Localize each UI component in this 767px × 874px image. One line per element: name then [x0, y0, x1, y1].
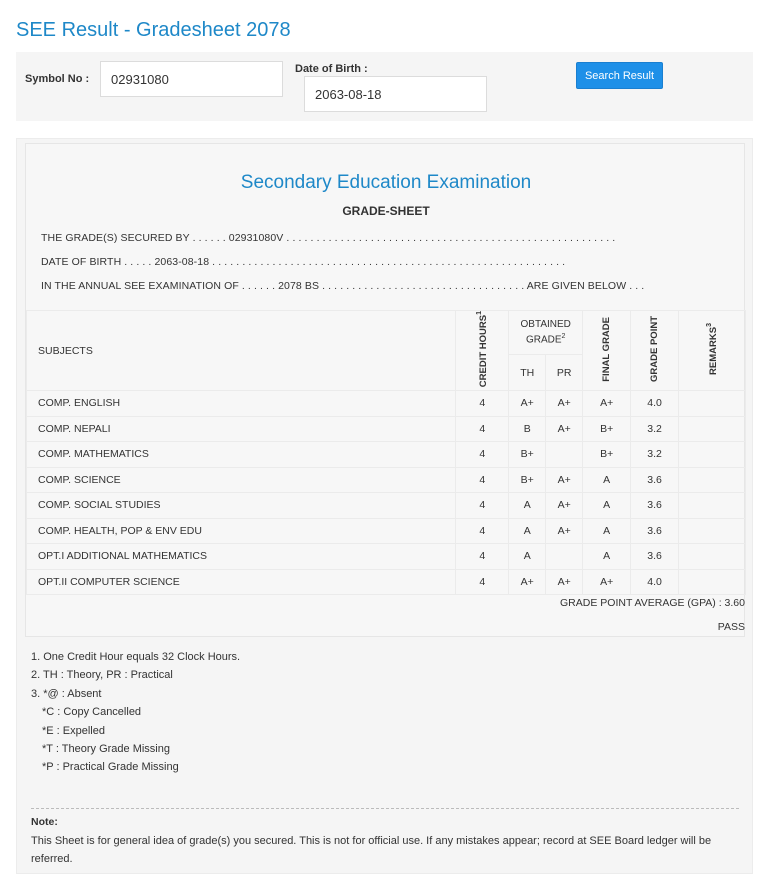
footnotes [31, 648, 240, 777]
final-grade-cell: A [583, 544, 631, 570]
grade-sheet-panel [16, 138, 753, 874]
table-row [27, 493, 746, 519]
footnote-item: *E : Expelled [42, 724, 105, 737]
grade-point-cell: 3.6 [631, 467, 679, 493]
final-grade-cell: A [583, 493, 631, 519]
exam-title: Secondary Education Examination [240, 172, 532, 193]
dob-label: Date of Birth : [295, 63, 368, 75]
remarks-cell [679, 569, 746, 595]
grade-point-cell: 3.2 [631, 416, 679, 442]
theory-grade-cell: A [509, 518, 546, 544]
theory-grade-cell: B+ [509, 467, 546, 493]
subject-cell: COMP. SOCIAL STUDIES [27, 493, 456, 519]
practical-grade-cell [546, 544, 583, 570]
grades-table [26, 310, 746, 595]
subjects-header: SUBJECTS [27, 311, 456, 391]
theory-grade-cell: B [509, 416, 546, 442]
table-row [27, 467, 746, 493]
dob-input[interactable] [304, 76, 487, 112]
grade-point-cell: 4.0 [631, 569, 679, 595]
subject-cell: OPT.II COMPUTER SCIENCE [27, 569, 456, 595]
page-title: SEE Result - Gradesheet 2078 [16, 19, 291, 41]
remarks-header: REMARKS$^3$ [679, 311, 746, 391]
remarks-cell [679, 493, 746, 519]
grade-point-cell: 4.0 [631, 391, 679, 417]
credit-hours-cell: 4 [456, 442, 509, 468]
table-row [27, 391, 746, 417]
final-grade-cell: A [583, 467, 631, 493]
subject-cell: COMP. MATHEMATICS [27, 442, 456, 468]
practical-grade-cell: A+ [546, 493, 583, 519]
credit-hours-cell: 4 [456, 518, 509, 544]
remarks-cell [679, 391, 746, 417]
practical-grade-cell: A+ [546, 569, 583, 595]
subject-cell: COMP. SCIENCE [27, 467, 456, 493]
result-status: PASS [717, 621, 745, 633]
grade-point-header: GRADE POINT [631, 311, 679, 391]
credit-hours-header: CREDIT HOURS$^1$ [456, 311, 509, 391]
footnote-item: *P : Practical Grade Missing [42, 761, 179, 774]
subject-cell: COMP. ENGLISH [27, 391, 456, 417]
remarks-cell [679, 442, 746, 468]
table-row [27, 544, 746, 570]
footnote-item: *C : Copy Cancelled [42, 706, 142, 719]
secured-by-line: THE GRADE(S) SECURED BY . . . . . . 02931080V . . . . . . . . . . . . . . . . . . . . . . . . . . . . . . . . . . . . . . . . . . . . . . . . . . . . . . . [41, 232, 616, 244]
theory-grade-cell: A [509, 544, 546, 570]
remarks-cell [679, 467, 746, 493]
grade-point-cell: 3.2 [631, 442, 679, 468]
remarks-cell [679, 416, 746, 442]
practical-grade-cell [546, 442, 583, 468]
examination-line: IN THE ANNUAL SEE EXAMINATION OF . . . . . . 2078 BS . . . . . . . . . . . . . . . . . . . . . . . . . . . . . . . . . . ARE GIVEN BELOW . . . [41, 280, 645, 292]
final-grade-cell: A+ [583, 391, 631, 417]
theory-grade-cell: A [509, 493, 546, 519]
practical-grade-cell: A+ [546, 518, 583, 544]
theory-grade-cell: A+ [509, 569, 546, 595]
footnote-item: 2. TH : Theory, PR : Practical [31, 669, 173, 682]
theory-header: TH [509, 354, 546, 390]
final-grade-cell: B+ [583, 442, 631, 468]
practical-grade-cell: A+ [546, 416, 583, 442]
grade-point-cell: 3.6 [631, 493, 679, 519]
symbol-no-input[interactable] [100, 61, 283, 97]
practical-header: PR [546, 354, 583, 390]
theory-grade-cell: A+ [509, 391, 546, 417]
credit-hours-cell: 4 [456, 391, 509, 417]
note-section [31, 808, 739, 869]
remarks-cell [679, 544, 746, 570]
credit-hours-cell: 4 [456, 467, 509, 493]
subject-cell: COMP. NEPALI [27, 416, 456, 442]
grade-sheet-heading: GRADE-SHEET [342, 204, 430, 218]
symbol-no-label: Symbol No : [25, 73, 90, 85]
table-row [27, 569, 746, 595]
grade-point-cell: 3.6 [631, 544, 679, 570]
table-row [27, 416, 746, 442]
footnote-item: *T : Theory Grade Missing [42, 743, 170, 756]
credit-hours-cell: 4 [456, 569, 509, 595]
subject-cell: COMP. HEALTH, POP & ENV EDU [27, 518, 456, 544]
final-grade-cell: A+ [583, 569, 631, 595]
gpa-value: GRADE POINT AVERAGE (GPA) : 3.60 [560, 597, 745, 609]
final-grade-cell: A [583, 518, 631, 544]
grade-point-cell: 3.6 [631, 518, 679, 544]
date-of-birth-line: DATE OF BIRTH . . . . . 2063-08-18 . . . . . . . . . . . . . . . . . . . . . . . . . . . . . . . . . . . . . . . . . . . . . . . . . . . . . . . . . . . [41, 256, 566, 268]
search-panel [16, 52, 753, 121]
search-result-button[interactable]: Search Result [576, 62, 663, 89]
table-row [27, 518, 746, 544]
remarks-cell [679, 518, 746, 544]
theory-grade-cell: B+ [509, 442, 546, 468]
credit-hours-cell: 4 [456, 416, 509, 442]
practical-grade-cell: A+ [546, 391, 583, 417]
obtained-grade-header: OBTAINED GRADE$^2$ [509, 311, 583, 355]
practical-grade-cell: A+ [546, 467, 583, 493]
note-heading: Note: [31, 816, 58, 828]
subject-cell: OPT.I ADDITIONAL MATHEMATICS [27, 544, 456, 570]
credit-hours-cell: 4 [456, 493, 509, 519]
grade-sheet-card [25, 143, 745, 637]
final-grade-cell: B+ [583, 416, 631, 442]
note-text: This Sheet is for general idea of grade(s) you secured. This is not for official use. If any mistakes appear; record at SEE Board ledger will be referred. [31, 834, 712, 865]
table-row [27, 442, 746, 468]
credit-hours-cell: 4 [456, 544, 509, 570]
final-grade-header: FINAL GRADE [583, 311, 631, 391]
footnote-item: 1. One Credit Hour equals 32 Clock Hours. [31, 651, 241, 663]
footnote-item: 3. *@ : Absent [31, 687, 102, 700]
